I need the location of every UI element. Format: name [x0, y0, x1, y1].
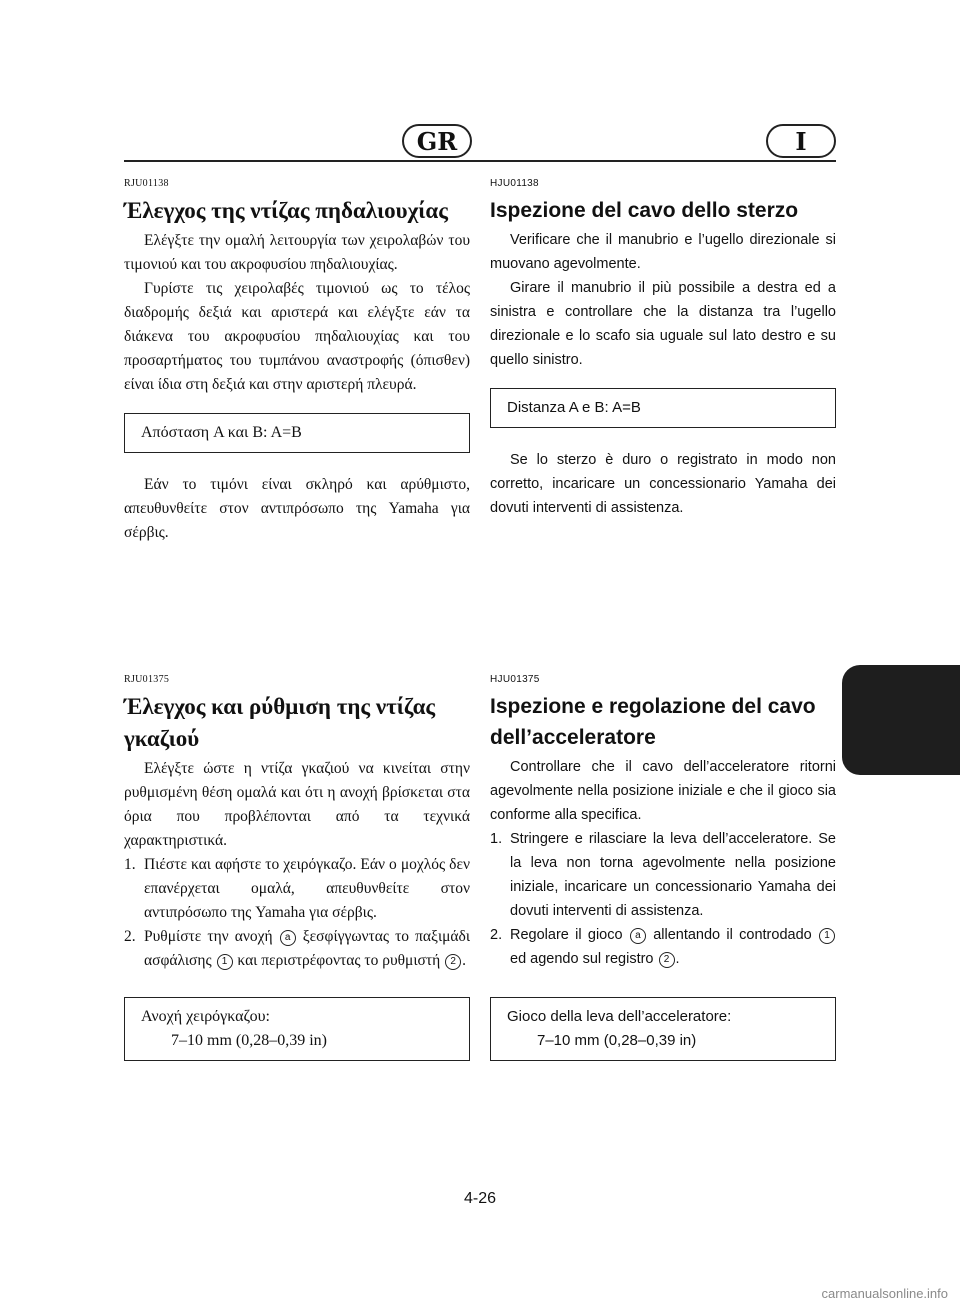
- step-text: ξεσφίγγωντας το παξιμάδι ασφάλισης: [144, 928, 471, 969]
- step-text: .: [462, 952, 466, 969]
- spec-value: 7–10 mm (0,28–0,39 in): [537, 1032, 697, 1049]
- header-rule: [124, 160, 836, 162]
- list-item: [124, 853, 470, 925]
- step-text: ed agendo sul registro: [510, 951, 654, 967]
- page-number: 4-26: [463, 1190, 497, 1207]
- it-steering-section: [490, 178, 836, 520]
- section-title: Έλεγχος της ντίζας πηδαλιουχίας: [124, 198, 448, 223]
- paragraph: Controllare che il cavo dell’acceleratore ritorni agevolmente nella posizione iniziale e che il gioco sia conforme alla specifica.: [490, 759, 836, 823]
- callout-a: a: [280, 930, 296, 946]
- watermark: carmanualsonline.info: [821, 1286, 948, 1301]
- paragraph: Ελέγξτε την ομαλή λειτουργία των χειρολαβών του τιμονιού και του ακροφυσίου πηδαλιουχίας.: [124, 232, 470, 273]
- language-badge-it: I: [766, 124, 836, 158]
- step-text: .: [675, 951, 680, 967]
- paragraph: Ελέγξτε ώστε η ντίζα γκαζιού να κινείται στην ρυθμισμένη θέση ομαλά και ότι η ανοχή βρίσκεται στα όρια που προβλέπονται από τα τεχνικά χαρακτηριστικά.: [124, 760, 470, 849]
- spec-value: 7–10 mm (0,28–0,39 in): [171, 1032, 327, 1049]
- spec-label: Ανοχή χειρόγκαζου:: [141, 1008, 270, 1025]
- chapter-tab: [842, 665, 960, 775]
- spec-box: [490, 997, 836, 1061]
- step-text: Πιέστε και αφήστε το χειρόγκαζο. Εάν ο μοχλός δεν επανέρχεται ομαλά, απευθυνθείτε στον αντιπρόσωπο της Yamaha για σέρβις.: [144, 856, 470, 921]
- paragraph: Εάν το τιμόνι είναι σκληρό και αρύθμιστο, απευθυνθείτε στον αντιπρόσωπο της Yamaha για σέρβις.: [124, 476, 470, 541]
- list-item: [490, 827, 836, 923]
- callout-2: 2: [445, 954, 461, 970]
- section-code: HJU01375: [490, 674, 540, 685]
- section-code: RJU01375: [124, 674, 170, 685]
- spec-box: Απόσταση A και B: A=B: [124, 413, 470, 453]
- language-badge-gr: GR: [402, 124, 472, 158]
- paragraph: Se lo sterzo è duro o registrato in modo non corretto, incaricare un concessionario Yamaha dei dovuti interventi di assistenza.: [490, 452, 836, 516]
- step-number: 2.: [124, 928, 136, 945]
- callout-1: 1: [819, 928, 835, 944]
- step-list: [490, 827, 836, 971]
- section-title: Ispezione del cavo dello sterzo: [490, 199, 799, 222]
- callout-2: 2: [659, 952, 675, 968]
- gr-throttle-section: [124, 674, 470, 1081]
- section-code: HJU01138: [490, 178, 539, 189]
- section-title: Έλεγχος και ρύθμιση της ντίζας γκαζιού: [124, 694, 436, 751]
- callout-1: 1: [217, 954, 233, 970]
- list-item: [124, 925, 470, 973]
- paragraph: Girare il manubrio il più possibile a destra ed a sinistra e controllare che la distanza tra l’ugello direzionale e lo scafo sia uguale sul lato destro e su quello sinistro.: [490, 280, 836, 368]
- list-item: [490, 923, 836, 971]
- step-number: 2.: [490, 927, 503, 943]
- step-text: Ρυθμίστε την ανοχή: [144, 928, 273, 945]
- step-text: allentando il controdado: [653, 927, 812, 943]
- it-throttle-section: [490, 674, 836, 1081]
- spec-box: Distanza A e B: A=B: [490, 388, 836, 428]
- section-title: Ispezione e regolazione del cavo dell’acceleratore: [490, 695, 816, 749]
- step-text: Regolare il gioco: [510, 927, 623, 943]
- step-text: και περιστρέφοντας το ρυθμιστή: [237, 952, 441, 969]
- section-code: RJU01138: [124, 178, 169, 189]
- gr-steering-section: [124, 178, 470, 545]
- step-number: 1.: [490, 831, 503, 847]
- spec-label: Gioco della leva dell’acceleratore:: [507, 1008, 732, 1025]
- step-list: [124, 853, 470, 973]
- paragraph: Γυρίστε τις χειρολαβές τιμονιού ως το τέλος διαδρομής δεξιά και αριστερά και ελέγξτε εάν τα διάκενα του ακροφυσίου πηδαλιουχίας και του προσαρτήματος του τυμπάνου αναστροφής (όπισθεν) είναι ίδια στη δεξιά και στην αριστερή πλευρά.: [124, 280, 470, 393]
- step-text: Stringere e rilasciare la leva dell’acceleratore. Se la leva non torna agevolmente nella posizione iniziale, incaricare un concessionario Yamaha dei dovuti interventi di assistenza.: [510, 831, 836, 919]
- step-number: 1.: [124, 856, 136, 873]
- spec-box: [124, 997, 470, 1061]
- paragraph: Verificare che il manubrio e l’ugello direzionale si muovano agevolmente.: [490, 232, 836, 272]
- callout-a: a: [630, 928, 646, 944]
